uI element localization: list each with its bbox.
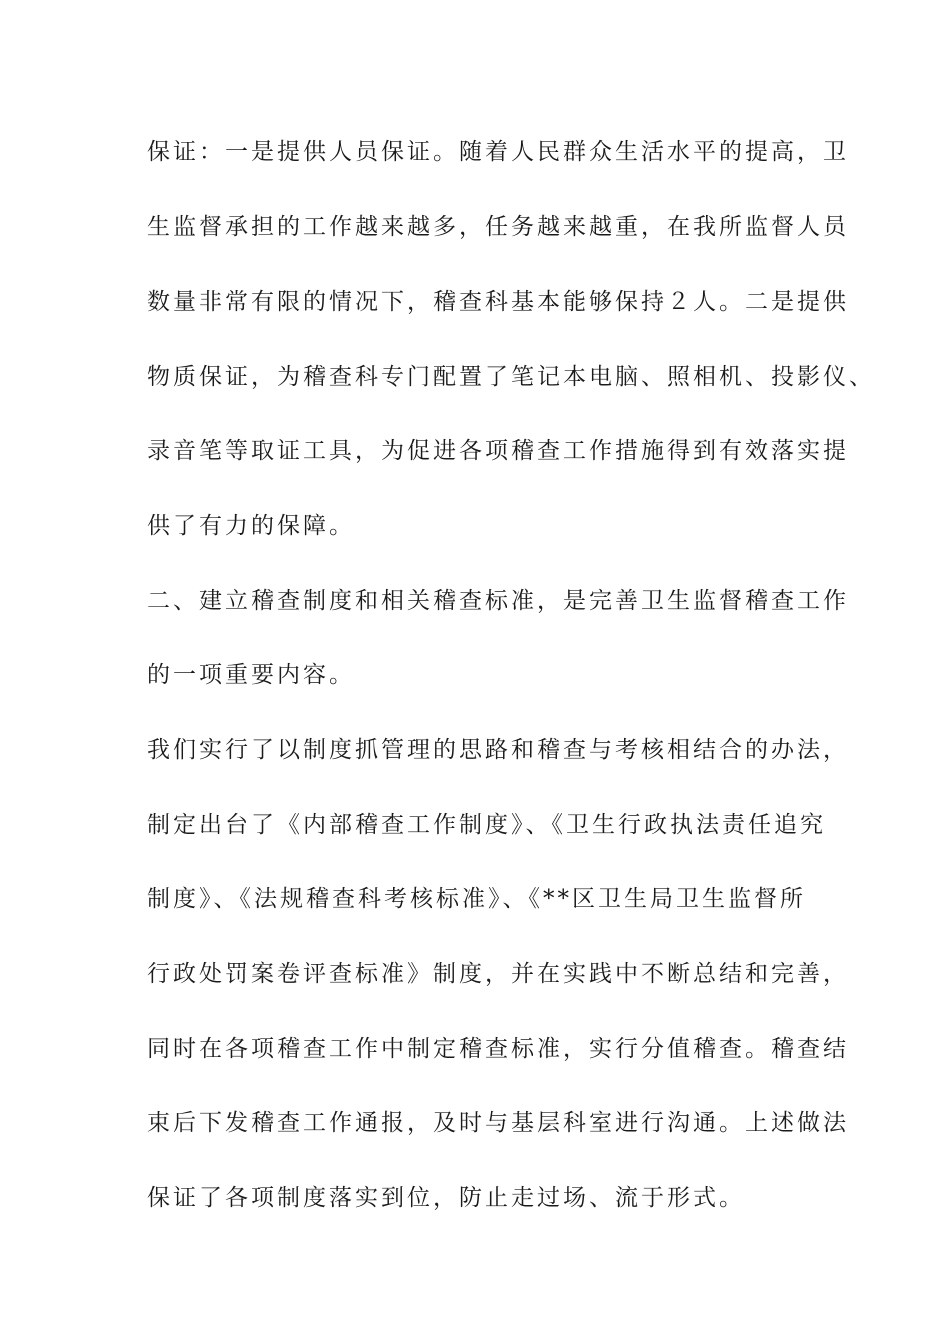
text-line: 同时在各项稽查工作中制定稽查标准，实行分值稽查。稽查结 [147,1036,849,1062]
text-line: 物质保证，为稽查科专门配置了笔记本电脑、照相机、投影仪、 [147,364,875,390]
text-line: 制定出台了《内部稽查工作制度》、《卫生行政执法责任追究 [147,812,826,838]
text-line: 保证：一是提供人员保证。随着人民群众生活水平的提高，卫 [147,139,849,165]
text-line: 生监督承担的工作越来越多，任务越来越重，在我所监督人员 [147,214,849,240]
text-line: 制度》、《法规稽查科考核标准》、《**区卫生局卫生监督所 [147,886,806,912]
section-heading: 二、建立稽查制度和相关稽查标准，是完善卫生监督稽查工作 [147,588,849,614]
text-line: 供了有力的保障。 [147,513,355,539]
text-line: 行政处罚案卷评查标准》制度，并在实践中不断总结和完善， [147,961,849,987]
text-line: 保证了各项制度落实到位，防止走过场、流于形式。 [147,1185,745,1211]
text-line: 束后下发稽查工作通报，及时与基层科室进行沟通。上述做法 [147,1110,849,1136]
text-line: 数量非常有限的情况下，稽查科基本能够保持２人。二是提供 [147,289,849,315]
text-line: 我们实行了以制度抓管理的思路和稽查与考核相结合的办法， [147,737,849,763]
section-heading-continuation: 的一项重要内容。 [147,662,355,688]
text-line: 录音笔等取证工具，为促进各项稽查工作措施得到有效落实提 [147,438,849,464]
